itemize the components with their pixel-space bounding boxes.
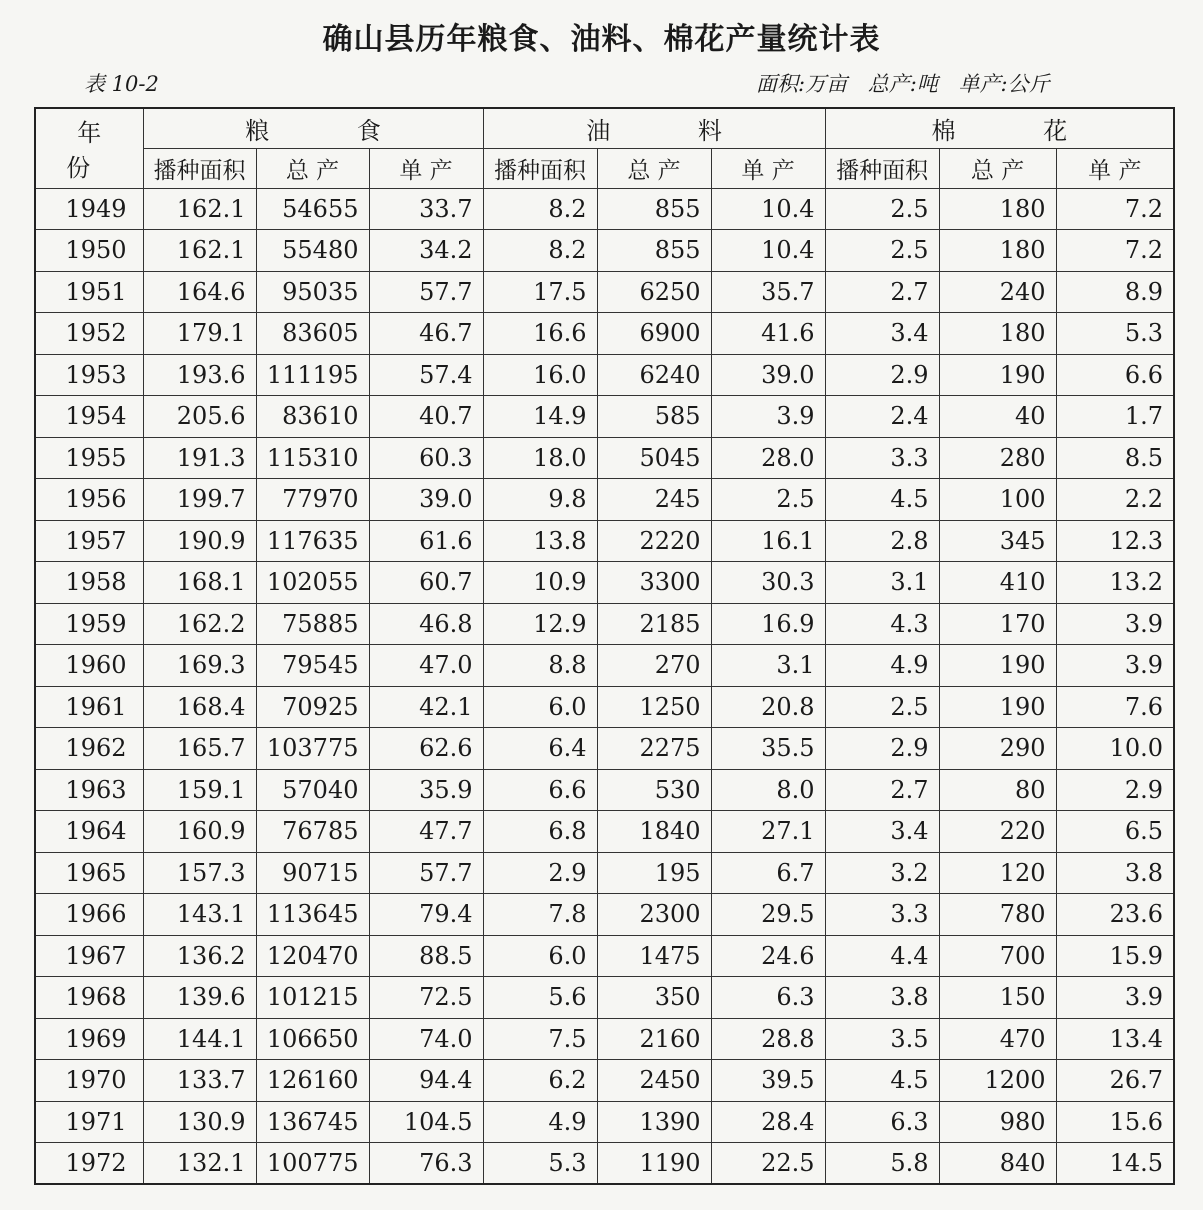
cell-grain-total-output: 106650 — [256, 1018, 369, 1060]
header-sown-area: 播种面积 — [483, 148, 597, 188]
cell-grain-sown-area: 133.7 — [143, 1060, 256, 1102]
cell-grain-total-output: 100775 — [256, 1143, 369, 1185]
cell-cotton-total-output: 240 — [939, 271, 1056, 313]
cell-oilseed-unit-yield: 28.4 — [711, 1101, 825, 1143]
cell-grain-total-output: 111195 — [256, 354, 369, 396]
table-row — [35, 1101, 1174, 1143]
cell-grain-unit-yield: 79.4 — [369, 894, 483, 936]
cell-grain-unit-yield: 94.4 — [369, 1060, 483, 1102]
cell-cotton-sown-area: 4.9 — [825, 645, 939, 687]
cell-grain-sown-area: 168.1 — [143, 562, 256, 604]
cell-oilseed-sown-area: 8.2 — [483, 188, 597, 230]
cell-cotton-sown-area: 3.4 — [825, 811, 939, 853]
cell-oilseed-unit-yield: 35.5 — [711, 728, 825, 770]
cell-cotton-unit-yield: 7.2 — [1056, 188, 1174, 230]
cell-oilseed-unit-yield: 20.8 — [711, 686, 825, 728]
cell-cotton-sown-area: 2.4 — [825, 396, 939, 438]
cell-cotton-unit-yield: 15.9 — [1056, 935, 1174, 977]
cell-cotton-sown-area: 4.5 — [825, 1060, 939, 1102]
cell-cotton-unit-yield: 2.9 — [1056, 769, 1174, 811]
header-total-output: 总 产 — [597, 148, 711, 188]
cell-oilseed-total-output: 855 — [597, 230, 711, 272]
cell-cotton-total-output: 100 — [939, 479, 1056, 521]
table-row — [35, 520, 1174, 562]
cell-grain-total-output: 120470 — [256, 935, 369, 977]
cell-year: 1952 — [35, 313, 143, 355]
cell-grain-total-output: 77970 — [256, 479, 369, 521]
cell-cotton-unit-yield: 7.6 — [1056, 686, 1174, 728]
cell-oilseed-total-output: 2160 — [597, 1018, 711, 1060]
table-row — [35, 811, 1174, 853]
cell-cotton-unit-yield: 13.2 — [1056, 562, 1174, 604]
cell-oilseed-total-output: 3300 — [597, 562, 711, 604]
header-unit-yield: 单 产 — [1056, 148, 1174, 188]
cell-cotton-total-output: 190 — [939, 354, 1056, 396]
cell-oilseed-sown-area: 6.2 — [483, 1060, 597, 1102]
header-row-sub — [35, 148, 1174, 188]
cell-grain-sown-area: 143.1 — [143, 894, 256, 936]
table-row — [35, 437, 1174, 479]
cell-grain-unit-yield: 57.4 — [369, 354, 483, 396]
cell-grain-sown-area: 157.3 — [143, 852, 256, 894]
cell-cotton-total-output: 840 — [939, 1143, 1056, 1185]
cell-oilseed-total-output: 1840 — [597, 811, 711, 853]
cell-year: 1972 — [35, 1143, 143, 1185]
header-sown-area: 播种面积 — [825, 148, 939, 188]
cell-cotton-total-output: 290 — [939, 728, 1056, 770]
cell-cotton-total-output: 120 — [939, 852, 1056, 894]
table-row — [35, 645, 1174, 687]
cell-grain-unit-yield: 39.0 — [369, 479, 483, 521]
table-number: 表 10-2 — [84, 72, 159, 96]
cell-year: 1950 — [35, 230, 143, 272]
cell-year: 1966 — [35, 894, 143, 936]
cell-cotton-unit-yield: 8.5 — [1056, 437, 1174, 479]
cell-grain-total-output: 83605 — [256, 313, 369, 355]
table-row — [35, 562, 1174, 604]
cell-grain-total-output: 70925 — [256, 686, 369, 728]
header-row-groups — [35, 108, 1174, 148]
cell-cotton-unit-yield: 6.5 — [1056, 811, 1174, 853]
cell-oilseed-total-output: 245 — [597, 479, 711, 521]
cell-cotton-total-output: 190 — [939, 686, 1056, 728]
table-row — [35, 396, 1174, 438]
cell-grain-unit-yield: 42.1 — [369, 686, 483, 728]
cell-grain-unit-yield: 62.6 — [369, 728, 483, 770]
cell-cotton-total-output: 180 — [939, 230, 1056, 272]
cell-oilseed-sown-area: 7.5 — [483, 1018, 597, 1060]
cell-year: 1968 — [35, 977, 143, 1019]
cell-cotton-unit-yield: 3.9 — [1056, 645, 1174, 687]
cell-cotton-total-output: 470 — [939, 1018, 1056, 1060]
cell-cotton-total-output: 180 — [939, 188, 1056, 230]
cell-oilseed-unit-yield: 27.1 — [711, 811, 825, 853]
cell-oilseed-sown-area: 6.0 — [483, 935, 597, 977]
cell-cotton-unit-yield: 12.3 — [1056, 520, 1174, 562]
cell-grain-sown-area: 132.1 — [143, 1143, 256, 1185]
cell-cotton-sown-area: 3.5 — [825, 1018, 939, 1060]
cell-grain-sown-area: 130.9 — [143, 1101, 256, 1143]
cell-grain-unit-yield: 88.5 — [369, 935, 483, 977]
cell-year: 1963 — [35, 769, 143, 811]
cell-grain-total-output: 117635 — [256, 520, 369, 562]
cell-cotton-total-output: 40 — [939, 396, 1056, 438]
cell-cotton-unit-yield: 13.4 — [1056, 1018, 1174, 1060]
cell-cotton-total-output: 1200 — [939, 1060, 1056, 1102]
cell-year: 1962 — [35, 728, 143, 770]
cell-oilseed-total-output: 5045 — [597, 437, 711, 479]
cell-cotton-unit-yield: 23.6 — [1056, 894, 1174, 936]
cell-cotton-sown-area: 2.8 — [825, 520, 939, 562]
table-row — [35, 728, 1174, 770]
cell-oilseed-unit-yield: 22.5 — [711, 1143, 825, 1185]
cell-year: 1964 — [35, 811, 143, 853]
cell-cotton-sown-area: 2.9 — [825, 354, 939, 396]
cell-grain-unit-yield: 60.3 — [369, 437, 483, 479]
cell-oilseed-total-output: 6240 — [597, 354, 711, 396]
cell-grain-sown-area: 159.1 — [143, 769, 256, 811]
cell-grain-unit-yield: 72.5 — [369, 977, 483, 1019]
cell-cotton-sown-area: 3.3 — [825, 437, 939, 479]
cell-cotton-total-output: 80 — [939, 769, 1056, 811]
cell-grain-sown-area: 160.9 — [143, 811, 256, 853]
cell-oilseed-total-output: 6900 — [597, 313, 711, 355]
cell-oilseed-unit-yield: 3.1 — [711, 645, 825, 687]
cell-oilseed-sown-area: 5.6 — [483, 977, 597, 1019]
header-unit-yield: 单 产 — [711, 148, 825, 188]
cell-grain-sown-area: 139.6 — [143, 977, 256, 1019]
cell-year: 1971 — [35, 1101, 143, 1143]
cell-grain-total-output: 102055 — [256, 562, 369, 604]
cell-oilseed-sown-area: 9.8 — [483, 479, 597, 521]
cell-oilseed-total-output: 2275 — [597, 728, 711, 770]
cell-cotton-total-output: 180 — [939, 313, 1056, 355]
cell-year: 1957 — [35, 520, 143, 562]
table-row — [35, 230, 1174, 272]
cell-oilseed-total-output: 2450 — [597, 1060, 711, 1102]
cell-year: 1965 — [35, 852, 143, 894]
cell-grain-unit-yield: 60.7 — [369, 562, 483, 604]
cell-cotton-sown-area: 2.5 — [825, 230, 939, 272]
cell-year: 1961 — [35, 686, 143, 728]
cell-oilseed-unit-yield: 28.0 — [711, 437, 825, 479]
cell-oilseed-unit-yield: 35.7 — [711, 271, 825, 313]
cell-grain-unit-yield: 104.5 — [369, 1101, 483, 1143]
cell-cotton-sown-area: 4.5 — [825, 479, 939, 521]
cell-year: 1960 — [35, 645, 143, 687]
table-row — [35, 852, 1174, 894]
table-row — [35, 977, 1174, 1019]
cell-cotton-total-output: 190 — [939, 645, 1056, 687]
cell-grain-total-output: 55480 — [256, 230, 369, 272]
cell-oilseed-sown-area: 4.9 — [483, 1101, 597, 1143]
cell-cotton-sown-area: 4.4 — [825, 935, 939, 977]
header-total-output: 总 产 — [939, 148, 1056, 188]
cell-oilseed-sown-area: 12.9 — [483, 603, 597, 645]
cell-oilseed-total-output: 1390 — [597, 1101, 711, 1143]
cell-cotton-unit-yield: 3.9 — [1056, 977, 1174, 1019]
table-body — [35, 188, 1174, 1184]
cell-grain-unit-yield: 76.3 — [369, 1143, 483, 1185]
cell-oilseed-unit-yield: 39.0 — [711, 354, 825, 396]
cell-grain-total-output: 103775 — [256, 728, 369, 770]
cell-grain-unit-yield: 34.2 — [369, 230, 483, 272]
cell-cotton-sown-area: 4.3 — [825, 603, 939, 645]
cell-cotton-unit-yield: 8.9 — [1056, 271, 1174, 313]
cell-year: 1969 — [35, 1018, 143, 1060]
cell-oilseed-unit-yield: 24.6 — [711, 935, 825, 977]
cell-oilseed-sown-area: 6.6 — [483, 769, 597, 811]
cell-grain-total-output: 76785 — [256, 811, 369, 853]
cell-cotton-total-output: 700 — [939, 935, 1056, 977]
cell-oilseed-unit-yield: 16.9 — [711, 603, 825, 645]
cell-oilseed-total-output: 350 — [597, 977, 711, 1019]
cell-grain-unit-yield: 46.7 — [369, 313, 483, 355]
header-unit-yield: 单 产 — [369, 148, 483, 188]
table-row — [35, 313, 1174, 355]
cell-oilseed-unit-yield: 16.1 — [711, 520, 825, 562]
cell-grain-sown-area: 164.6 — [143, 271, 256, 313]
cell-oilseed-unit-yield: 6.7 — [711, 852, 825, 894]
cell-grain-total-output: 136745 — [256, 1101, 369, 1143]
cell-grain-unit-yield: 40.7 — [369, 396, 483, 438]
cell-cotton-sown-area: 3.8 — [825, 977, 939, 1019]
cell-oilseed-sown-area: 6.8 — [483, 811, 597, 853]
cell-oilseed-sown-area: 14.9 — [483, 396, 597, 438]
cell-grain-total-output: 126160 — [256, 1060, 369, 1102]
cell-year: 1951 — [35, 271, 143, 313]
cell-grain-sown-area: 165.7 — [143, 728, 256, 770]
cell-grain-unit-yield: 61.6 — [369, 520, 483, 562]
cell-oilseed-unit-yield: 6.3 — [711, 977, 825, 1019]
cell-grain-sown-area: 144.1 — [143, 1018, 256, 1060]
cell-oilseed-total-output: 1475 — [597, 935, 711, 977]
cell-oilseed-total-output: 1190 — [597, 1143, 711, 1185]
cell-oilseed-total-output: 855 — [597, 188, 711, 230]
table-row — [35, 271, 1174, 313]
cell-oilseed-total-output: 195 — [597, 852, 711, 894]
cell-grain-total-output: 95035 — [256, 271, 369, 313]
cell-cotton-sown-area: 3.2 — [825, 852, 939, 894]
cell-cotton-sown-area: 6.3 — [825, 1101, 939, 1143]
cell-oilseed-unit-yield: 30.3 — [711, 562, 825, 604]
table-row — [35, 603, 1174, 645]
table-row — [35, 935, 1174, 977]
cell-grain-total-output: 83610 — [256, 396, 369, 438]
cell-year: 1953 — [35, 354, 143, 396]
table-row — [35, 479, 1174, 521]
header-cotton: 棉 花 — [825, 108, 1174, 148]
cell-cotton-unit-yield: 3.9 — [1056, 603, 1174, 645]
cell-cotton-sown-area: 2.9 — [825, 728, 939, 770]
cell-cotton-unit-yield: 15.6 — [1056, 1101, 1174, 1143]
cell-cotton-total-output: 280 — [939, 437, 1056, 479]
table-row — [35, 686, 1174, 728]
cell-oilseed-total-output: 2220 — [597, 520, 711, 562]
cell-cotton-total-output: 220 — [939, 811, 1056, 853]
cell-cotton-total-output: 150 — [939, 977, 1056, 1019]
cell-cotton-unit-yield: 1.7 — [1056, 396, 1174, 438]
cell-oilseed-sown-area: 16.0 — [483, 354, 597, 396]
cell-cotton-unit-yield: 3.8 — [1056, 852, 1174, 894]
cell-grain-total-output: 75885 — [256, 603, 369, 645]
cell-oilseed-sown-area: 7.8 — [483, 894, 597, 936]
cell-cotton-total-output: 345 — [939, 520, 1056, 562]
cell-oilseed-total-output: 585 — [597, 396, 711, 438]
cell-cotton-sown-area: 2.5 — [825, 686, 939, 728]
cell-grain-total-output: 79545 — [256, 645, 369, 687]
cell-oilseed-unit-yield: 8.0 — [711, 769, 825, 811]
cell-grain-sown-area: 168.4 — [143, 686, 256, 728]
cell-oilseed-sown-area: 16.6 — [483, 313, 597, 355]
cell-year: 1959 — [35, 603, 143, 645]
table-row — [35, 1018, 1174, 1060]
cell-year: 1970 — [35, 1060, 143, 1102]
cell-cotton-unit-yield: 14.5 — [1056, 1143, 1174, 1185]
cell-cotton-sown-area: 2.7 — [825, 769, 939, 811]
cell-cotton-unit-yield: 10.0 — [1056, 728, 1174, 770]
table-row — [35, 1060, 1174, 1102]
cell-cotton-sown-area: 5.8 — [825, 1143, 939, 1185]
cell-oilseed-sown-area: 6.4 — [483, 728, 597, 770]
cell-oilseed-sown-area: 18.0 — [483, 437, 597, 479]
cell-oilseed-total-output: 6250 — [597, 271, 711, 313]
cell-grain-total-output: 54655 — [256, 188, 369, 230]
cell-grain-sown-area: 191.3 — [143, 437, 256, 479]
cell-oilseed-total-output: 270 — [597, 645, 711, 687]
cell-grain-sown-area: 162.1 — [143, 188, 256, 230]
statistics-table — [34, 107, 1175, 1185]
cell-oilseed-sown-area: 8.2 — [483, 230, 597, 272]
cell-oilseed-sown-area: 17.5 — [483, 271, 597, 313]
table-row — [35, 354, 1174, 396]
cell-oilseed-sown-area: 10.9 — [483, 562, 597, 604]
cell-year: 1956 — [35, 479, 143, 521]
cell-cotton-sown-area: 3.1 — [825, 562, 939, 604]
cell-oilseed-sown-area: 6.0 — [483, 686, 597, 728]
cell-cotton-unit-yield: 6.6 — [1056, 354, 1174, 396]
cell-grain-sown-area: 205.6 — [143, 396, 256, 438]
header-year: 年 份 — [35, 108, 143, 188]
cell-grain-unit-yield: 33.7 — [369, 188, 483, 230]
cell-grain-sown-area: 162.1 — [143, 230, 256, 272]
cell-grain-total-output: 90715 — [256, 852, 369, 894]
cell-cotton-total-output: 170 — [939, 603, 1056, 645]
cell-grain-unit-yield: 74.0 — [369, 1018, 483, 1060]
cell-grain-total-output: 57040 — [256, 769, 369, 811]
table-header — [35, 108, 1174, 188]
cell-cotton-unit-yield: 26.7 — [1056, 1060, 1174, 1102]
cell-oilseed-unit-yield: 3.9 — [711, 396, 825, 438]
cell-grain-unit-yield: 57.7 — [369, 271, 483, 313]
cell-year: 1958 — [35, 562, 143, 604]
cell-oilseed-total-output: 1250 — [597, 686, 711, 728]
cell-cotton-unit-yield: 5.3 — [1056, 313, 1174, 355]
cell-oilseed-total-output: 2185 — [597, 603, 711, 645]
cell-grain-sown-area: 169.3 — [143, 645, 256, 687]
cell-cotton-sown-area: 3.3 — [825, 894, 939, 936]
header-oilseed: 油 料 — [483, 108, 825, 148]
cell-oilseed-unit-yield: 29.5 — [711, 894, 825, 936]
cell-cotton-sown-area: 2.7 — [825, 271, 939, 313]
cell-oilseed-sown-area: 8.8 — [483, 645, 597, 687]
cell-year: 1954 — [35, 396, 143, 438]
table-row — [35, 769, 1174, 811]
cell-grain-unit-yield: 47.7 — [369, 811, 483, 853]
header-sown-area: 播种面积 — [143, 148, 256, 188]
cell-oilseed-unit-yield: 10.4 — [711, 230, 825, 272]
cell-oilseed-sown-area: 5.3 — [483, 1143, 597, 1185]
cell-cotton-total-output: 980 — [939, 1101, 1056, 1143]
header-total-output: 总 产 — [256, 148, 369, 188]
cell-grain-sown-area: 162.2 — [143, 603, 256, 645]
cell-grain-sown-area: 190.9 — [143, 520, 256, 562]
cell-grain-total-output: 101215 — [256, 977, 369, 1019]
cell-cotton-sown-area: 2.5 — [825, 188, 939, 230]
cell-cotton-sown-area: 3.4 — [825, 313, 939, 355]
cell-year: 1949 — [35, 188, 143, 230]
units-note: 面积:万亩 总产:吨 单产:公斤 — [756, 72, 1050, 96]
cell-oilseed-unit-yield: 41.6 — [711, 313, 825, 355]
table-row — [35, 188, 1174, 230]
cell-oilseed-sown-area: 2.9 — [483, 852, 597, 894]
cell-cotton-total-output: 410 — [939, 562, 1056, 604]
cell-oilseed-unit-yield: 39.5 — [711, 1060, 825, 1102]
cell-oilseed-total-output: 530 — [597, 769, 711, 811]
cell-grain-unit-yield: 57.7 — [369, 852, 483, 894]
cell-grain-sown-area: 199.7 — [143, 479, 256, 521]
cell-year: 1967 — [35, 935, 143, 977]
cell-oilseed-unit-yield: 28.8 — [711, 1018, 825, 1060]
cell-grain-unit-yield: 46.8 — [369, 603, 483, 645]
header-grain: 粮 食 — [143, 108, 483, 148]
table-row — [35, 1143, 1174, 1185]
cell-oilseed-total-output: 2300 — [597, 894, 711, 936]
cell-grain-sown-area: 136.2 — [143, 935, 256, 977]
cell-grain-total-output: 113645 — [256, 894, 369, 936]
cell-grain-unit-yield: 47.0 — [369, 645, 483, 687]
table-row — [35, 894, 1174, 936]
cell-oilseed-sown-area: 13.8 — [483, 520, 597, 562]
cell-grain-sown-area: 179.1 — [143, 313, 256, 355]
cell-year: 1955 — [35, 437, 143, 479]
cell-oilseed-unit-yield: 2.5 — [711, 479, 825, 521]
cell-grain-total-output: 115310 — [256, 437, 369, 479]
cell-grain-sown-area: 193.6 — [143, 354, 256, 396]
cell-oilseed-unit-yield: 10.4 — [711, 188, 825, 230]
cell-cotton-unit-yield: 7.2 — [1056, 230, 1174, 272]
cell-cotton-unit-yield: 2.2 — [1056, 479, 1174, 521]
cell-grain-unit-yield: 35.9 — [369, 769, 483, 811]
cell-cotton-total-output: 780 — [939, 894, 1056, 936]
page-title: 确山县历年粮食、油料、棉花产量统计表 — [322, 22, 881, 57]
